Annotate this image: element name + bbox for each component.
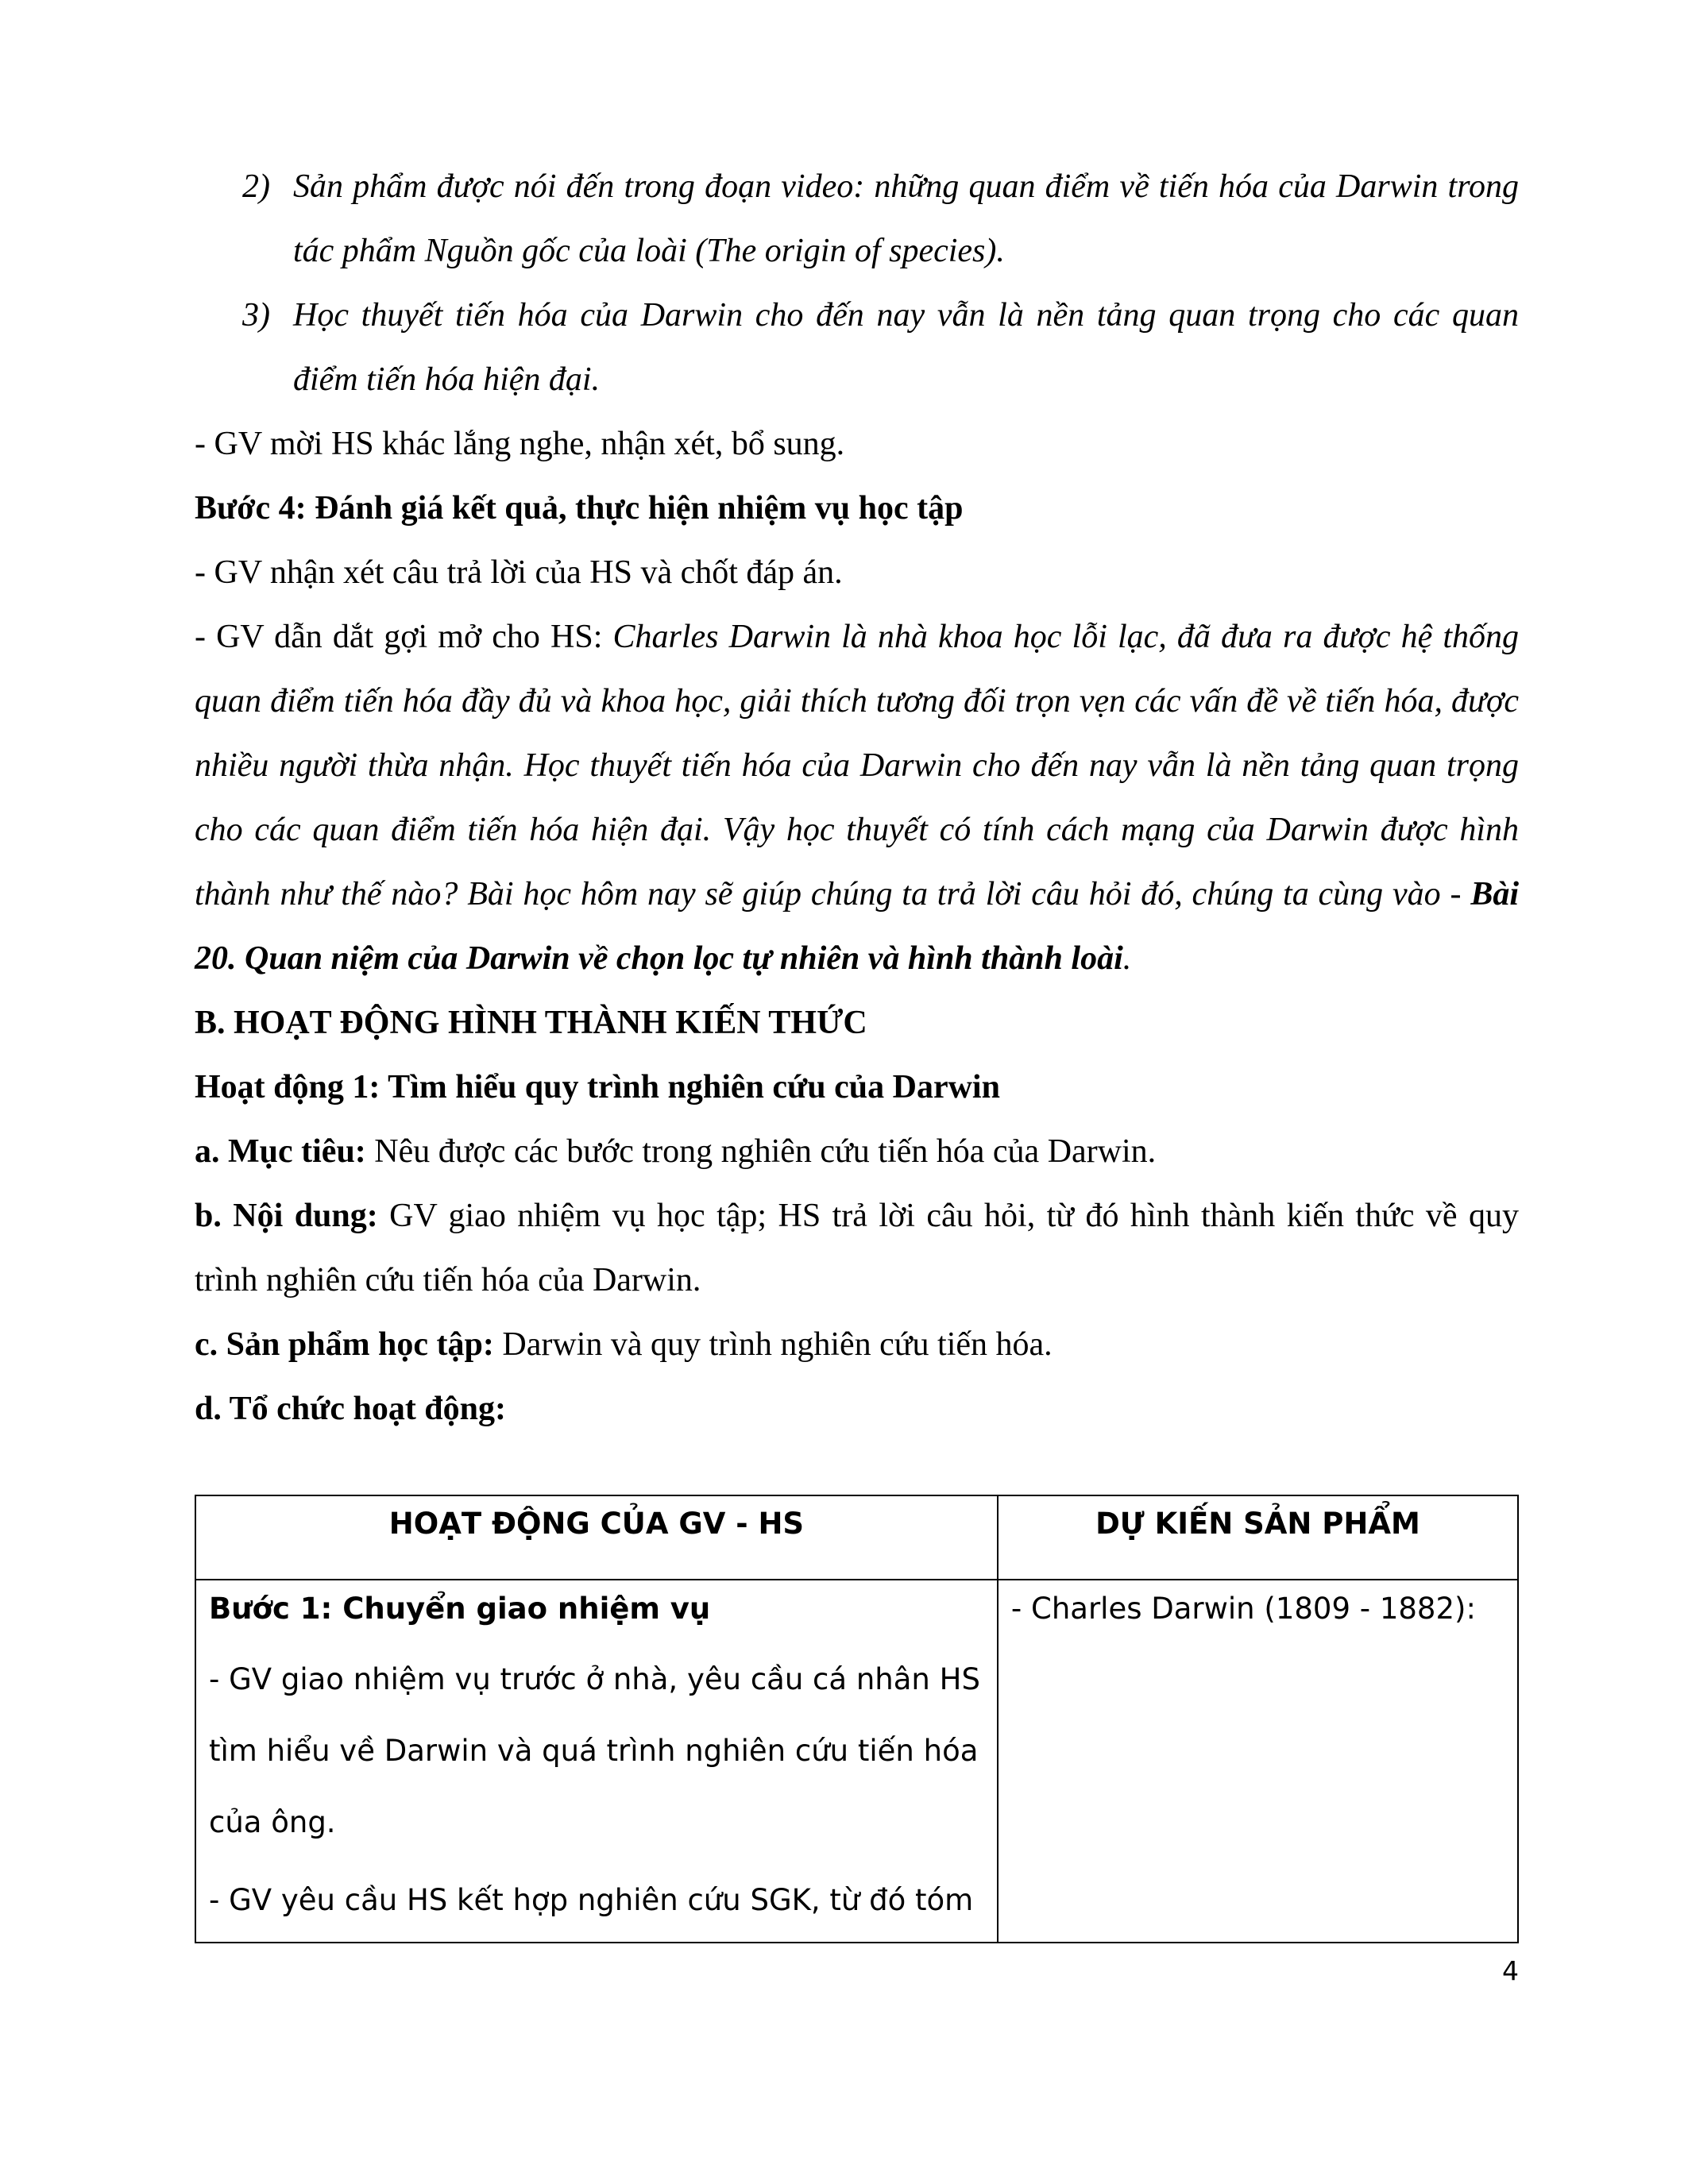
product-paragraph bbox=[195, 1313, 1519, 1377]
activity-heading: Hoạt động 1: Tìm hiểu quy trình nghiên cứu của Darwin bbox=[195, 1069, 1000, 1106]
content-label: b. Nội dung: bbox=[195, 1198, 378, 1234]
intro-paragraph bbox=[195, 605, 1519, 991]
product-text: Darwin và quy trình nghiên cứu tiến hóa. bbox=[493, 1326, 1053, 1363]
lesson-title: Bài 20. Quan niệm của Darwin về chọn lọc tự nhiên và hình thành loài bbox=[195, 876, 1519, 977]
table-header-cell: HOẠT ĐỘNG CỦA GV - HS bbox=[195, 1495, 998, 1580]
step1-heading: Bước 1: Chuyển giao nhiệm vụ bbox=[209, 1592, 711, 1626]
product-label: c. Sản phẩm học tập: bbox=[195, 1326, 494, 1363]
page-content bbox=[195, 155, 1519, 1441]
section-b-heading: B. HOẠT ĐỘNG HÌNH THÀNH KIẾN THỨC bbox=[195, 1005, 867, 1041]
organize-heading: d. Tổ chức hoạt động: bbox=[195, 1391, 507, 1427]
gv-comment-paragraph: - GV nhận xét câu trả lời của HS và chốt đáp án. bbox=[195, 554, 843, 591]
list-number: 3) bbox=[242, 297, 270, 334]
table-cell-product bbox=[998, 1580, 1518, 1943]
intro-italic: Charles Darwin là nhà khoa học lỗi lạc, đã đưa ra được hệ thống quan điểm tiến hóa đầy đủ và khoa học, giải thích tương đối trọn vẹn các vấn đề về tiến hóa, được nhiều người thừa nhận. Học thuyết tiến hóa của Darwin cho đến nay vẫn là nền tảng quan trọng cho các quan điểm tiến hóa hiện đại. Vậy học thuyết có tính cách mạng của Darwin được hình thành như thế nào? Bài học hôm nay sẽ giúp chúng ta trả lời câu hỏi đó, chúng ta cùng vào - bbox=[195, 619, 1519, 913]
table-header-cell: DỰ KIẾN SẢN PHẨM bbox=[998, 1495, 1518, 1580]
table-header-row bbox=[195, 1495, 1518, 1580]
objective-paragraph bbox=[195, 1120, 1519, 1184]
table-paragraph: - GV giao nhiệm vụ trước ở nhà, yêu cầu cá nhân HS tìm hiểu về Darwin và quá trình nghiên cứu tiến hóa của ông. bbox=[209, 1662, 980, 1839]
objective-label: a. Mục tiêu: bbox=[195, 1133, 366, 1170]
list-item bbox=[195, 155, 1519, 284]
content-paragraph bbox=[195, 1184, 1519, 1313]
table-paragraph: - Charles Darwin (1809 - 1882): bbox=[1010, 1592, 1476, 1626]
intro-end: . bbox=[1122, 940, 1132, 977]
list-item bbox=[195, 284, 1519, 412]
activity-table bbox=[195, 1495, 1519, 1943]
table-cell-activity bbox=[195, 1580, 998, 1943]
table-paragraph: - GV yêu cầu HS kết hợp nghiên cứu SGK, từ đó tóm bbox=[209, 1883, 974, 1917]
list-text: Sản phẩm được nói đến trong đoạn video: những quan điểm về tiến hóa của Darwin trong tác phẩm Nguồn gốc của loài (The origin of species). bbox=[293, 168, 1519, 269]
gv-invite-paragraph: - GV mời HS khác lắng nghe, nhận xét, bổ sung. bbox=[195, 426, 845, 462]
list-text: Học thuyết tiến hóa của Darwin cho đến nay vẫn là nền tảng quan trọng cho các quan điểm tiến hóa hiện đại. bbox=[293, 297, 1519, 398]
table-row bbox=[195, 1580, 1518, 1943]
step4-heading: Bước 4: Đánh giá kết quả, thực hiện nhiệm vụ học tập bbox=[195, 490, 964, 527]
objective-text: Nêu được các bước trong nghiên cứu tiến hóa của Darwin. bbox=[365, 1133, 1157, 1170]
list-number: 2) bbox=[242, 168, 270, 205]
page-number: 4 bbox=[1502, 1955, 1519, 1986]
intro-lead: - GV dẫn dắt gợi mở cho HS: bbox=[195, 619, 613, 655]
content-text: GV giao nhiệm vụ học tập; HS trả lời câu hỏi, từ đó hình thành kiến thức về quy trình nghiên cứu tiến hóa của Darwin. bbox=[195, 1198, 1519, 1298]
